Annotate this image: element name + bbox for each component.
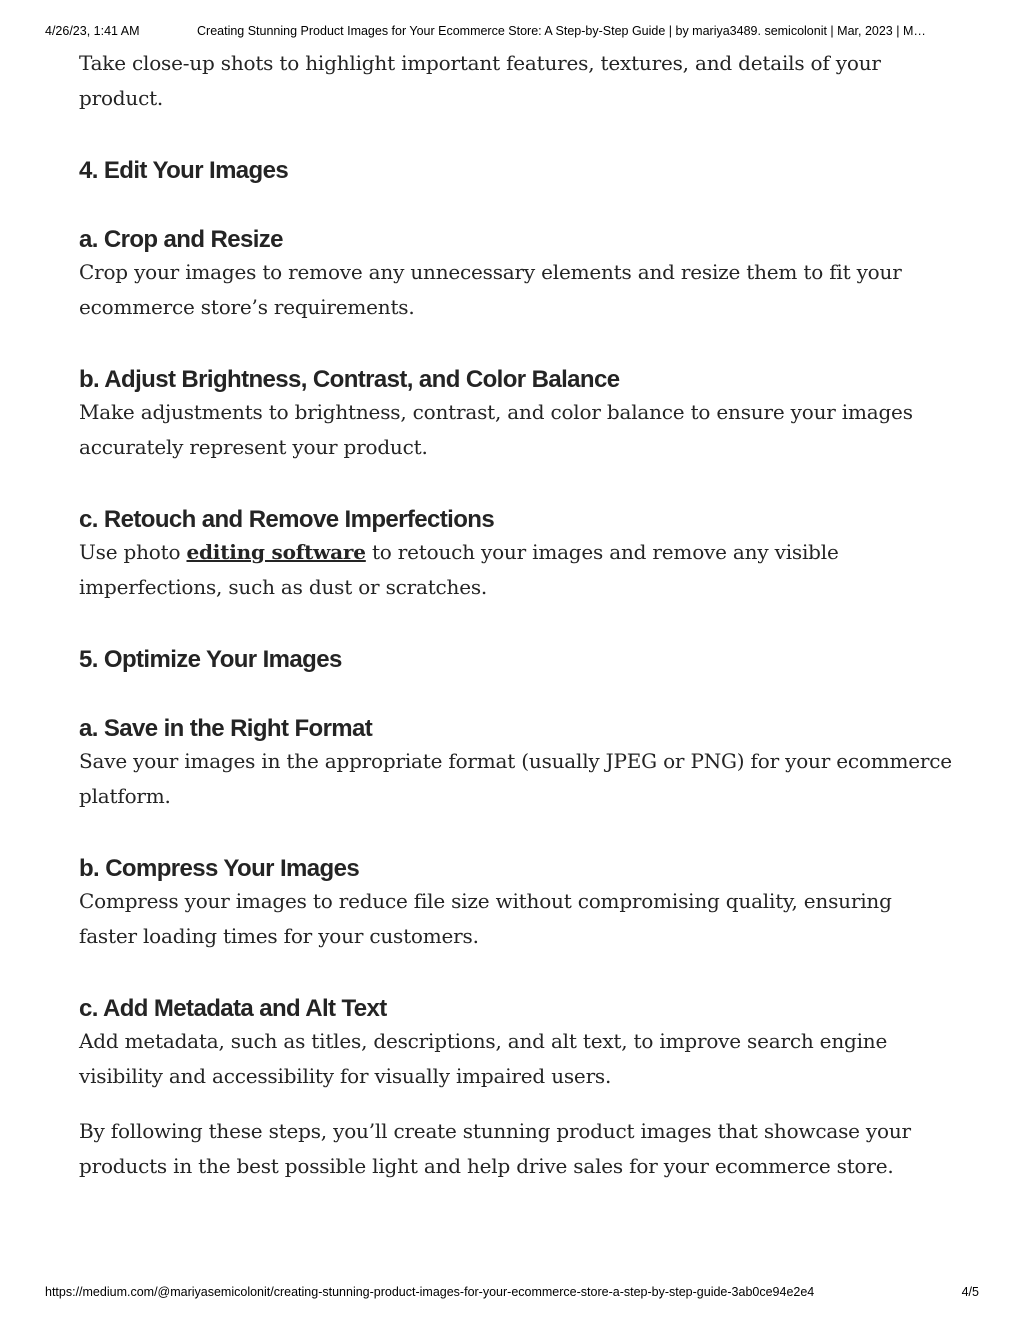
subheading-adjust-brightness: b. Adjust Brightness, Contrast, and Color Balance	[79, 366, 620, 393]
paragraph-save-format: Save your images in the appropriate format (usually JPEG or PNG) for your ecommerce platform.	[79, 749, 952, 808]
subheading-compress: b. Compress Your Images	[79, 855, 360, 882]
print-url: https://medium.com/@mariyasemicolonit/creating-stunning-product-images-for-your-ecommerce-store-a-step-by-step-guide-3ab0ce94e2e4	[45, 1285, 815, 1299]
paragraph-metadata: Add metadata, such as titles, descriptions, and alt text, to improve search engine visibility and accessibility for visually impaired users.	[79, 1029, 888, 1088]
paragraph-crop-resize: Crop your images to remove any unnecessary elements and resize them to fit your ecommerce store’s requirements.	[79, 260, 902, 319]
paragraph-compress: Compress your images to reduce file size without compromising quality, ensuring faster loading times for your customers.	[79, 889, 892, 948]
subheading-retouch: c. Retouch and Remove Imperfections	[79, 506, 495, 533]
conclusion-paragraph: By following these steps, you’ll create stunning product images that showcase your products in the best possible light and help drive sales for your ecommerce store.	[79, 1119, 911, 1178]
article-body	[79, 46, 959, 1184]
subheading-metadata: c. Add Metadata and Alt Text	[79, 995, 387, 1022]
subheading-save-format: a. Save in the Right Format	[79, 715, 373, 742]
print-date: 4/26/23, 1:41 AM	[45, 24, 140, 38]
intro-paragraph: Take close-up shots to highlight important features, textures, and details of your product.	[79, 51, 881, 110]
paragraph-retouch-text-after: to retouch your images and remove any visible imperfections, such as dust or scratches.	[79, 540, 839, 599]
editing-software-link[interactable]: editing software	[186, 540, 366, 564]
subheading-crop-resize: a. Crop and Resize	[79, 226, 283, 253]
page-number: 4/5	[961, 1285, 979, 1299]
section-heading-edit-images: 4. Edit Your Images	[79, 157, 289, 184]
section-heading-optimize-images: 5. Optimize Your Images	[79, 646, 342, 673]
print-page-title: Creating Stunning Product Images for Your Ecommerce Store: A Step-by-Step Guide | by mariya3489. semicolonit | Mar, 2023 | M…	[197, 24, 926, 38]
paragraph-retouch	[79, 535, 839, 605]
paragraph-adjust-brightness: Make adjustments to brightness, contrast, and color balance to ensure your images accurately represent your product.	[79, 400, 913, 459]
paragraph-retouch-text-before: Use photo	[79, 540, 187, 564]
